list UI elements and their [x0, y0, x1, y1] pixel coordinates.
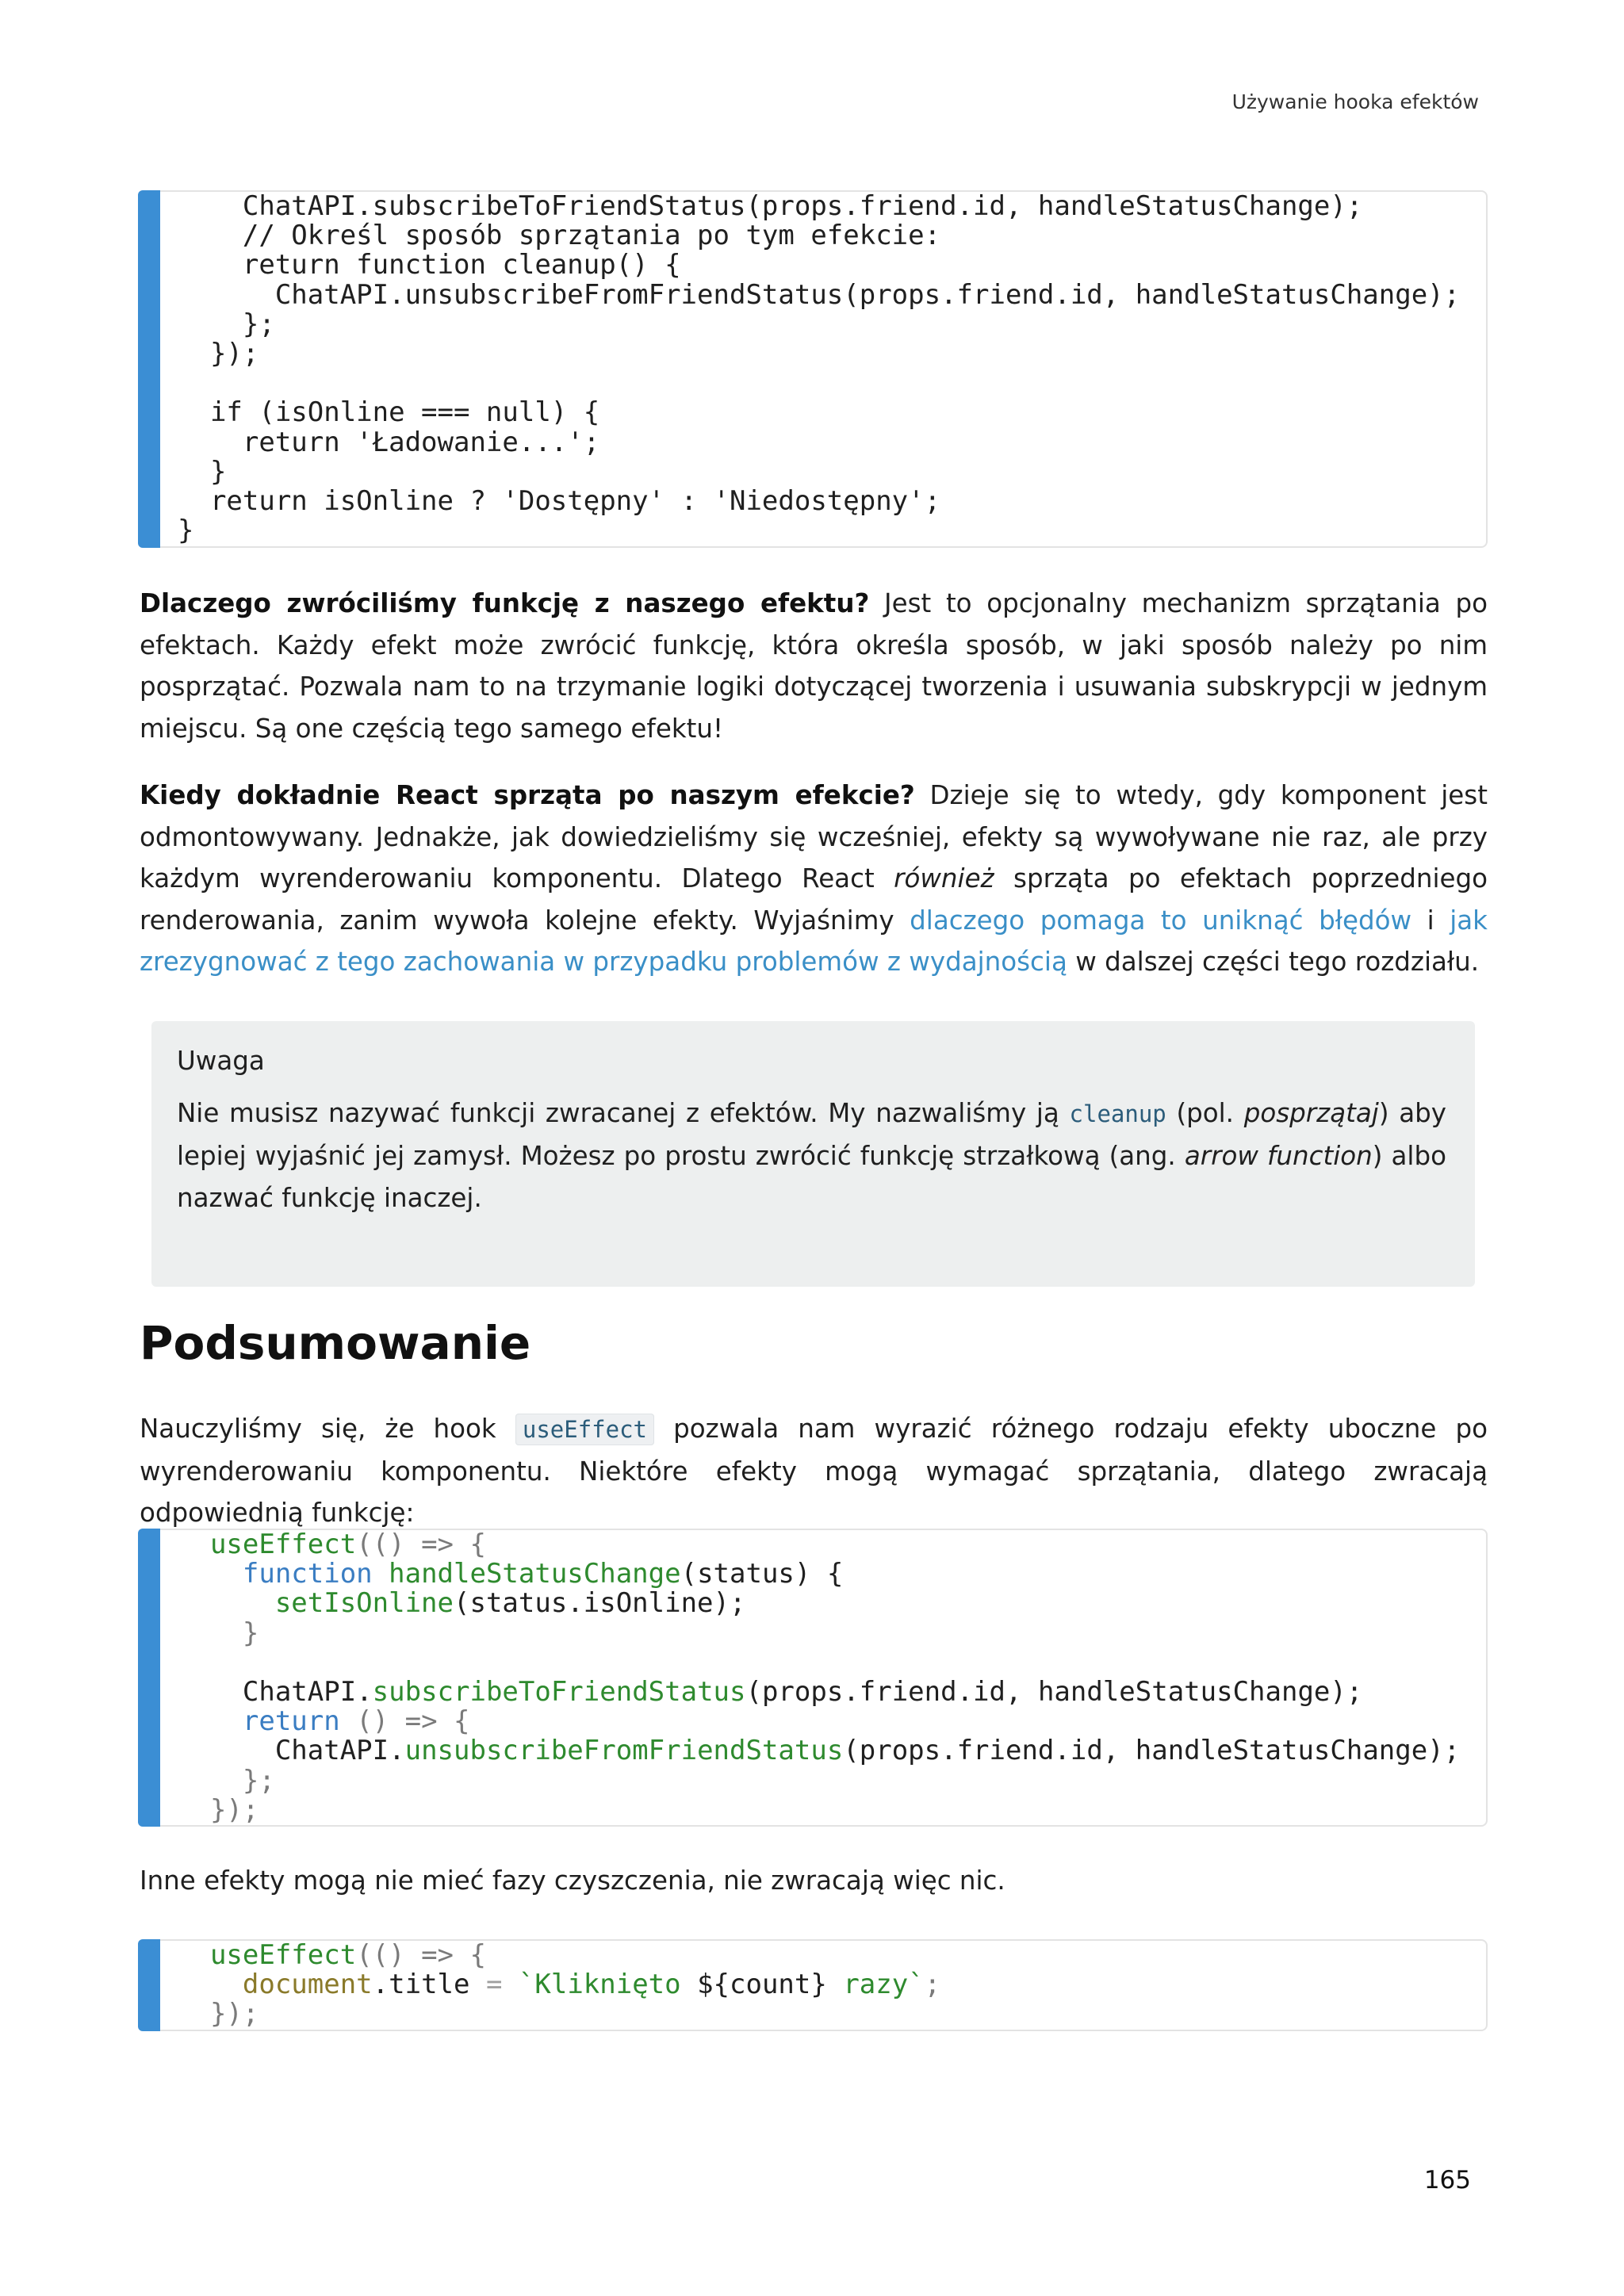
link-opt-out-performance[interactable]: jak zrezygnować z tego zachowania w przypadku problemów z wydajnością: [140, 905, 1488, 977]
code-listing: useEffect(() => { document.title = `Kliknięto ${count} razy`; });: [209, 1939, 941, 2030]
inline-code-useeffect: useEffect: [515, 1414, 654, 1445]
inline-code-cleanup: cleanup: [1069, 1100, 1166, 1127]
note-box: [151, 1021, 1475, 1287]
note-body: Nie musisz nazywać funkcji zwracanej z efektów. My nazwaliśmy ją cleanup (pol. posprzątaj) aby lepiej wyjaśnić jej zamysł. Możesz po prostu zwrócić funkcję strzałkową (ang. arrow function) albo nazwać funkcję inaczej.: [177, 1098, 1446, 1213]
section-heading: Podsumowanie: [140, 1316, 531, 1370]
note-title: Uwaga: [177, 1046, 265, 1076]
paragraph-why-return: Dlaczego zwróciliśmy funkcję z naszego efektu? Jest to opcjonalny mechanizm sprzątania po efektach. Każdy efekt może zwrócić funkcję, która określa sposób, w jaki sposób należy po nim posprzątać. Pozwala nam to na trzymanie logiki dotyczącej tworzenia i usuwania subskrypcji w jednym miejscu. Są one częścią tego samego efektu!: [140, 588, 1488, 744]
code-block-with-cleanup: [138, 1529, 1488, 1827]
paragraph-no-cleanup: Inne efekty mogą nie mieć fazy czyszczenia, nie zwracają więc nic.: [140, 1866, 1005, 1896]
code-block-no-cleanup: [138, 1939, 1488, 2031]
paragraph-summary: Nauczyliśmy się, że hook useEffect pozwala nam wyrazić różnego rodzaju efekty uboczne po wyrenderowaniu komponentu. Niektóre efekty mogą wymagać sprzątania, dlatego zwracają odpowiednią funkcję:: [140, 1414, 1488, 1528]
code-listing: ChatAPI.subscribeToFriendStatus(props.friend.id, handleStatusChange); // Określ sposób sprzątania po tym efekcie: return function cleanup() { ChatAPI.unsubscribeFromFriendStatus(props.friend.id, handleStatusChange); }; }); if (isOnline === null) { return 'Ładowanie...'; } return isOnline ? 'Dostępny' : 'Niedostępny'; }: [178, 190, 1461, 547]
code-listing: useEffect(() => { function handleStatusChange(status) { setIsOnline(status.isOnline); } ChatAPI.subscribeToFriendStatus(props.friend.id, handleStatusChange); return () => { ChatAPI.unsubscribeFromFriendStatus(props.friend.id, handleStatusChange); }; });: [209, 1529, 1461, 1826]
link-why-avoid-bugs[interactable]: dlaczego pomaga to uniknąć błędów: [910, 905, 1412, 936]
code-block-cleanup: [138, 190, 1488, 548]
running-head: Używanie hooka efektów: [1231, 90, 1479, 113]
page-number: 165: [1423, 2166, 1471, 2195]
paragraph-when-cleanup: Kiedy dokładnie React sprząta po naszym efekcie? Dzieje się to wtedy, gdy komponent jest odmontowywany. Jednakże, jak dowiedzieliśmy się wcześniej, efekty są wywoływane nie raz, ale przy każdym wyrenderowaniu komponentu. Dlatego React również sprząta po efektach poprzedniego renderowania, zanim wywoła kolejne efekty. Wyjaśnimy dlaczego pomaga to uniknąć błędów i jak zrezygnować z tego zachowania w przypadku problemów z wydajnością w dalszej części tego rozdziału.: [140, 780, 1488, 977]
